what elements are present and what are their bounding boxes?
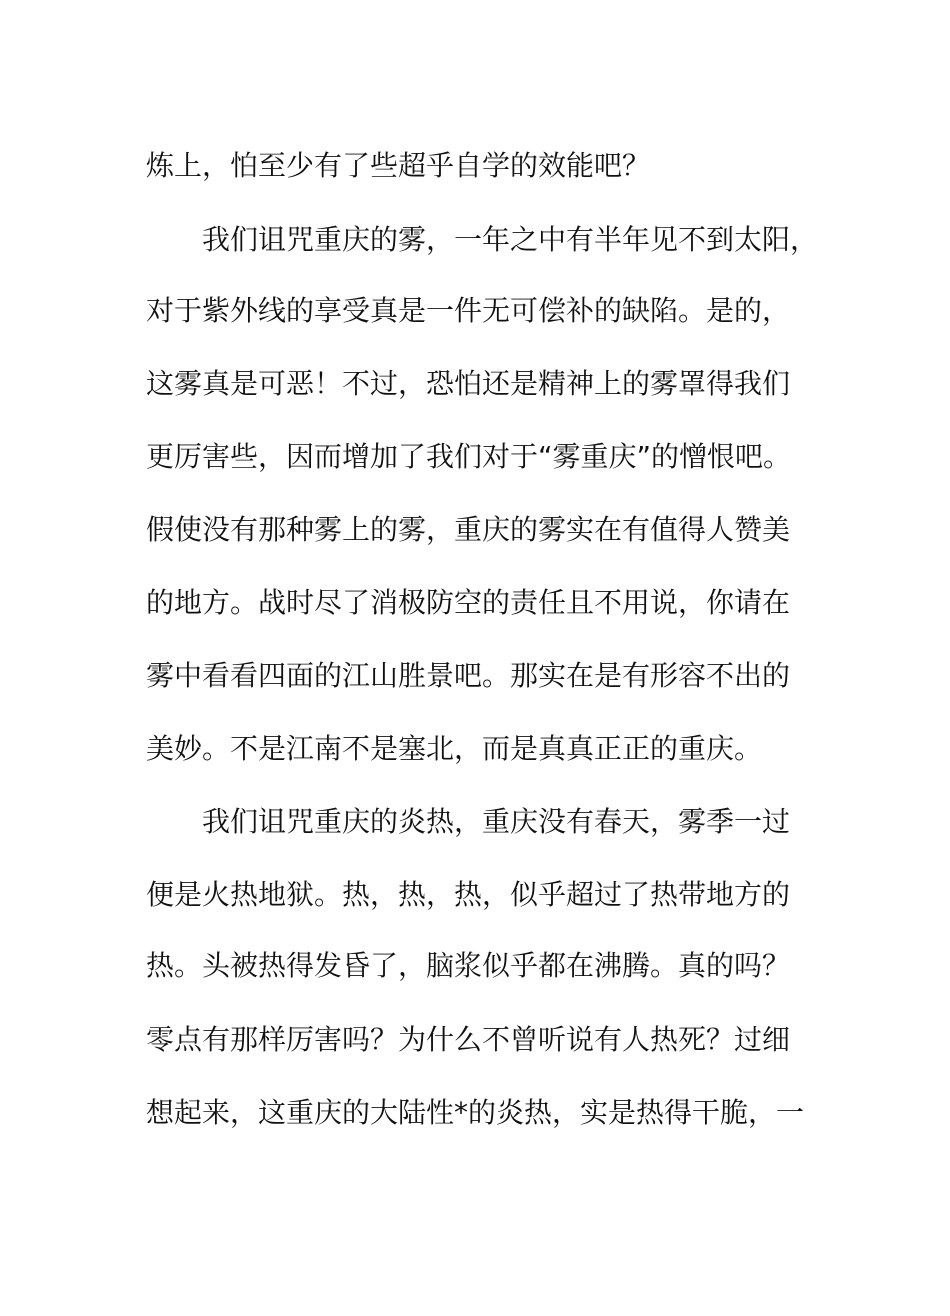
text-line-5: 更厉害些，因而增加了我们对于“雾重庆”的憎恨吧。 xyxy=(146,440,792,473)
text-line-3: 对于紫外线的享受真是一件无可偿补的缺陷。是的， xyxy=(146,294,791,327)
text-line-12: 热。头被热得发昏了，脑浆似乎都在沸腾。真的吗？ xyxy=(146,949,791,982)
text-line-6: 假使没有那种雾上的雾，重庆的雾实在有值得人赞美 xyxy=(146,513,791,546)
text-line-14: 想起来，这重庆的大陆性*的炎热，实是热得干脆，一 xyxy=(146,1096,805,1129)
text-line-8: 雾中看看四面的江山胜景吧。那实在是有形容不出的 xyxy=(146,659,791,692)
text-line-11: 便是火热地狱。热，热，热，似乎超过了热带地方的 xyxy=(146,878,791,911)
text-line-9: 美妙。不是江南不是塞北，而是真真正正的重庆。 xyxy=(146,732,763,765)
text-line-7: 的地方。战时尽了消极防空的责任且不用说，你请在 xyxy=(146,586,791,619)
text-line-4: 这雾真是可恶！不过，恐怕还是精神上的雾罩得我们 xyxy=(146,367,791,400)
paragraph-start-line: 我们诅咒重庆的炎热，重庆没有春天，雾季一过 xyxy=(202,805,791,838)
text-line-1: 炼上，怕至少有了些超乎自学的效能吧？ xyxy=(146,149,651,182)
paragraph-start-line: 我们诅咒重庆的雾，一年之中有半年见不到太阳， xyxy=(202,223,819,256)
text-line-13: 零点有那样厉害吗？为什么不曾听说有人热死？过细 xyxy=(146,1023,791,1056)
